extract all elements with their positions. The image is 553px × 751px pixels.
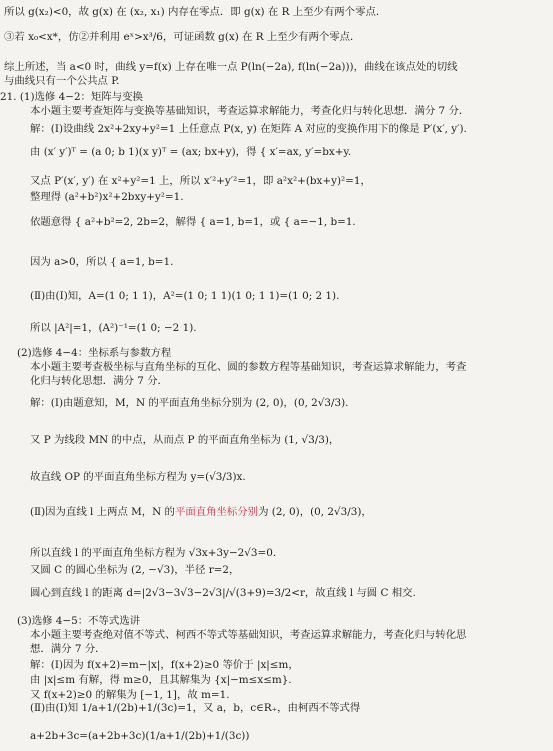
text-line: 因为 a>0，所以 { a=1, b=1. [30, 256, 174, 268]
text-line: 由 (x′ y′)ᵀ = (a 0; b 1)(x y)ᵀ = (ax; bx+y)，得 { x′=ax, y′=bx+y. [30, 146, 352, 158]
text-line: 想．满分 7 分． [30, 643, 106, 655]
section-heading: (3)选修 4−5：不等式选讲 [17, 615, 141, 627]
text-line: 依题意得 { a²+b²=2, 2b=2，解得 { a=1, b=1，或 { a=−1, b=1. [30, 216, 356, 228]
text-line: a+2b+3c=(a+2b+3c)(1/a+1/(2b)+1/(3c)) [30, 730, 250, 742]
text-line: 本小题主要考查极坐标与直角坐标的互化、圆的参数方程等基础知识，考查运算求解能力，考查 [30, 361, 467, 373]
text-line: 综上所述，当 a<0 时，曲线 y=f(x) 上存在唯一点 P(ln(−2a), f(ln(−2a)))，曲线在该点处的切线 [4, 61, 458, 73]
text-line: 故直线 OP 的平面直角坐标方程为 y=(√3/3)x. [30, 471, 246, 483]
text-line: 整理得 (a²+b²)x²+2bxy+y²=1. [30, 191, 184, 203]
text-line: (Ⅱ)由(Ⅰ)知 1/a+1/(2b)+1/(3c)=1，又 a，b，c∈R₊，由柯西不等式得 [30, 702, 361, 714]
text-line: 所以 g(x₂)<0，故 g(x) 在 (x₂, x₁) 内存在零点．即 g(x) 在 R 上至少有两个零点． [4, 6, 387, 18]
text-line: 本小题主要考查矩阵与变换等基础知识，考查运算求解能力，考查化归与转化思想．满分 7 分． [30, 105, 470, 117]
text-line: 又圆 C 的圆心坐标为 (2, −√3)，半径 r=2， [30, 564, 240, 576]
text-line: 又点 P′(x′, y′) 在 x²+y²=1 上，所以 x′²+y′²=1，即 a²x²+(bx+y)²=1， [30, 175, 371, 187]
text-line: 由 |x|≤m 有解，得 m≥0，且其解集为 {x|−m≤x≤m}. [30, 674, 292, 686]
section-heading: (2)选修 4−4：坐标系与参数方程 [17, 347, 172, 359]
text-line: 解：(Ⅰ)因为 f(x+2)=m−|x|，f(x+2)≥0 等价于 |x|≤m， [30, 659, 299, 671]
section-heading: 21. (1)选修 4−2：矩阵与变换 [0, 91, 143, 103]
text-line [30, 505, 372, 520]
text-line: 解：(Ⅰ)由题意知，M，N 的平面直角坐标分别为 (2, 0)，(0, 2√3/3). [30, 397, 349, 409]
text-segment: (Ⅱ)因为直线 l 上两点 M，N 的 [30, 506, 175, 518]
highlighted-text: 平面直角坐标分别 [174, 506, 259, 518]
text-line: 又 P 为线段 MN 的中点，从而点 P 的平面直角坐标为 (1, √3/3)， [30, 434, 340, 446]
text-line: 解：(Ⅰ)设曲线 2x²+2xy+y²=1 上任意点 P(x, y) 在矩阵 A 对应的变换作用下的像是 P′(x′, y′). [30, 123, 467, 135]
text-line: 所以直线 l 的平面直角坐标方程为 √3x+3y−2√3=0. [30, 547, 277, 559]
text-line: 化归与转化思想．满分 7 分． [30, 375, 168, 387]
text-line: 圆心到直线 l 的距离 d=|2√3−3√3−2√3|/√(3+9)=3/2<r，故直线 l 与圆 C 相交. [30, 587, 416, 599]
text-line: 与曲线只有一个公共点 P. [4, 75, 120, 87]
text-line: (Ⅱ)由(Ⅰ)知，A=(1 0; 1 1)，A²=(1 0; 1 1)(1 0; 1 1)=(1 0; 2 1). [30, 290, 340, 302]
text-line: 所以 |A²|=1，(A²)⁻¹=(1 0; −2 1). [30, 322, 197, 334]
text-segment: 为 (2, 0)，(0, 2√3/3)， [258, 506, 372, 518]
text-line: ③若 x₀<x*，仿②并利用 eˣ>x³/6，可证函数 g(x) 在 R 上至少有两个零点． [4, 31, 361, 43]
text-line: 本小题主要考查绝对值不等式、柯西不等式等基础知识，考查运算求解能力，考查化归与转化思 [30, 629, 467, 641]
text-line: 又 f(x+2)≥0 的解集为 [−1, 1]，故 m=1. [30, 689, 230, 701]
